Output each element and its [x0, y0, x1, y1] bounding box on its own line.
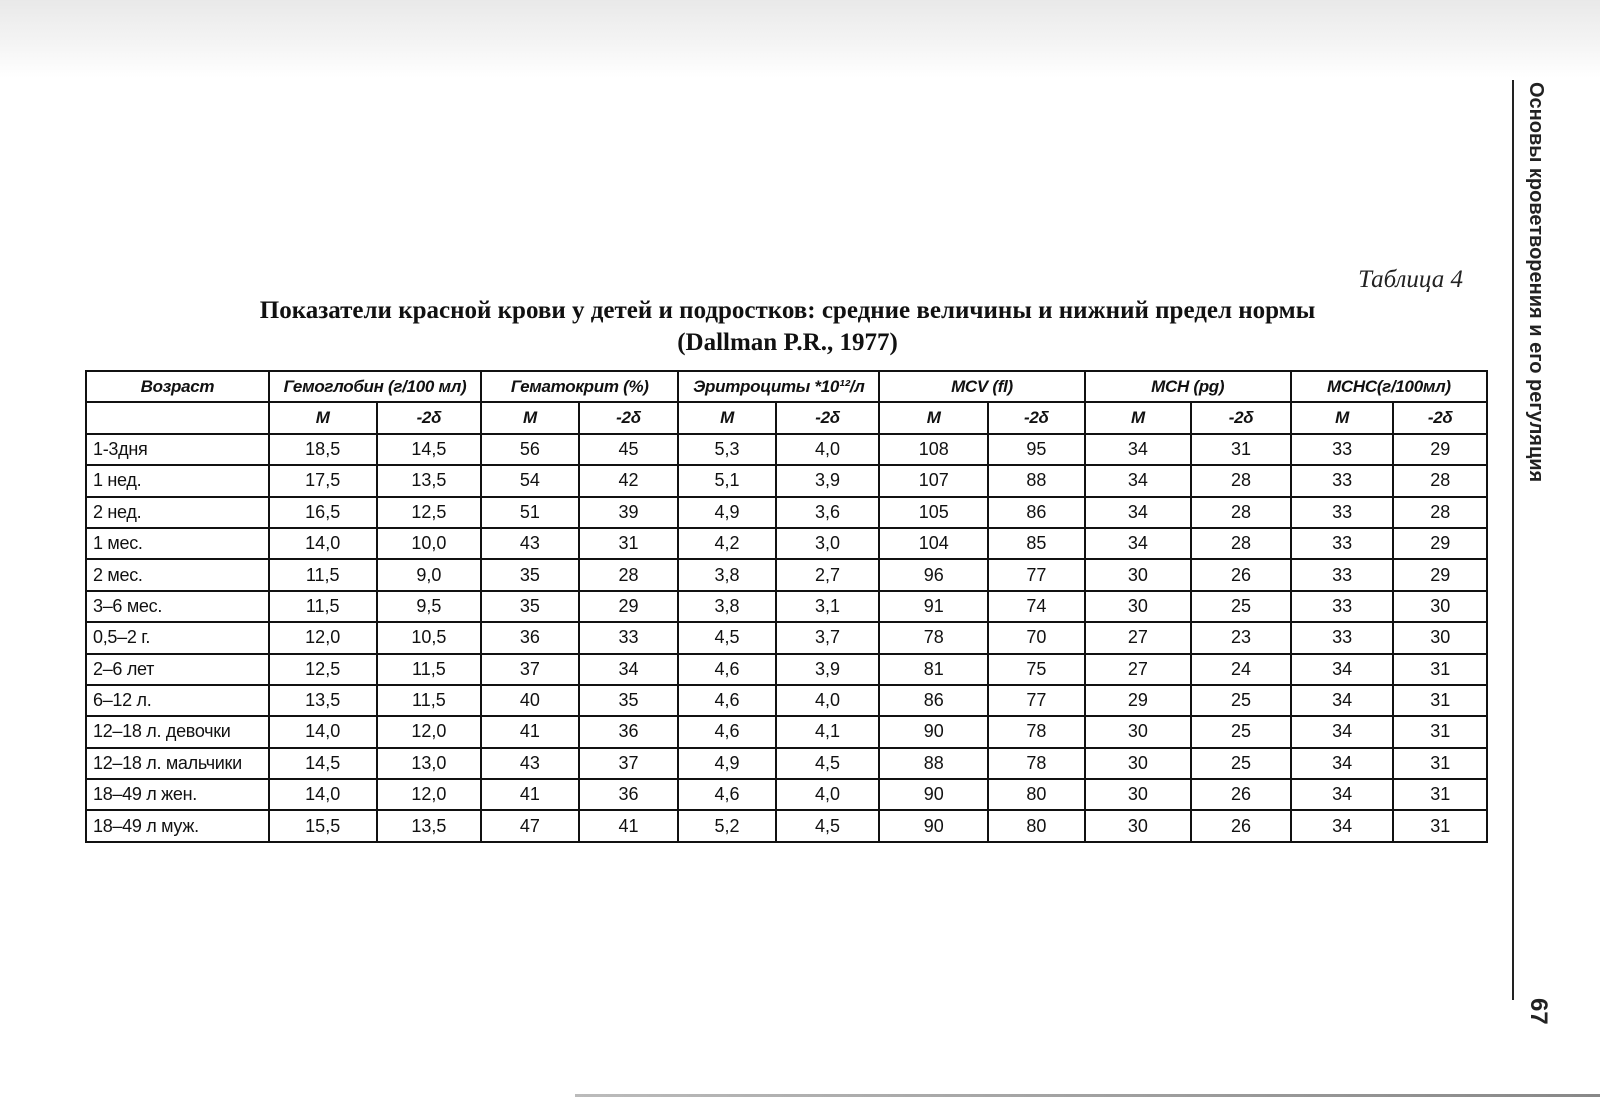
table-row	[86, 685, 1487, 716]
table-row	[86, 748, 1487, 779]
value-cell: 30	[1085, 559, 1192, 590]
value-cell: 15,5	[269, 810, 377, 841]
value-cell: 4,5	[776, 748, 880, 779]
value-cell: 3,9	[776, 465, 880, 496]
header-erythrocytes: Эритроциты *10¹²/л	[678, 371, 879, 402]
value-cell: 30	[1085, 591, 1192, 622]
value-cell: 4,9	[678, 497, 776, 528]
value-cell: 30	[1085, 779, 1192, 810]
age-cell: 0,5–2 г.	[86, 622, 269, 653]
value-cell: 41	[481, 716, 579, 747]
value-cell: 3,0	[776, 528, 880, 559]
value-cell: 29	[1393, 434, 1487, 465]
value-cell: 74	[988, 591, 1085, 622]
value-cell: 3,8	[678, 591, 776, 622]
value-cell: 11,5	[269, 559, 377, 590]
value-cell: 4,6	[678, 716, 776, 747]
value-cell: 33	[1291, 591, 1394, 622]
value-cell: 11,5	[377, 654, 482, 685]
value-cell: 13,5	[377, 810, 482, 841]
value-cell: 31	[1393, 716, 1487, 747]
value-cell: 25	[1191, 748, 1291, 779]
value-cell: 13,5	[377, 465, 482, 496]
value-cell: 28	[1191, 465, 1291, 496]
value-cell: 86	[988, 497, 1085, 528]
value-cell: 34	[1291, 810, 1394, 841]
value-cell: 34	[1291, 779, 1394, 810]
value-cell: 47	[481, 810, 579, 841]
header-sub-mean: M	[481, 402, 579, 433]
value-cell: 34	[1291, 685, 1394, 716]
value-cell: 70	[988, 622, 1085, 653]
value-cell: 34	[1291, 748, 1394, 779]
age-cell: 3–6 мес.	[86, 591, 269, 622]
value-cell: 37	[579, 748, 679, 779]
table-row	[86, 559, 1487, 590]
value-cell: 28	[1393, 465, 1487, 496]
value-cell: 35	[481, 591, 579, 622]
age-cell: 6–12 л.	[86, 685, 269, 716]
value-cell: 27	[1085, 622, 1192, 653]
header-mcv: MCV (fl)	[879, 371, 1084, 402]
value-cell: 90	[879, 810, 988, 841]
value-cell: 78	[988, 716, 1085, 747]
age-cell: 18–49 л жен.	[86, 779, 269, 810]
value-cell: 31	[1393, 748, 1487, 779]
header-sub-mean: M	[269, 402, 377, 433]
value-cell: 13,0	[377, 748, 482, 779]
value-cell: 90	[879, 779, 988, 810]
value-cell: 96	[879, 559, 988, 590]
value-cell: 4,6	[678, 654, 776, 685]
value-cell: 4,5	[678, 622, 776, 653]
age-cell: 2 нед.	[86, 497, 269, 528]
header-sub-lower: -2δ	[1393, 402, 1487, 433]
value-cell: 9,5	[377, 591, 482, 622]
value-cell: 4,5	[776, 810, 880, 841]
value-cell: 95	[988, 434, 1085, 465]
value-cell: 27	[1085, 654, 1192, 685]
value-cell: 3,9	[776, 654, 880, 685]
value-cell: 30	[1085, 716, 1192, 747]
table-row	[86, 497, 1487, 528]
value-cell: 36	[579, 779, 679, 810]
value-cell: 43	[481, 748, 579, 779]
age-cell: 12–18 л. мальчики	[86, 748, 269, 779]
age-cell: 1 мес.	[86, 528, 269, 559]
value-cell: 90	[879, 716, 988, 747]
header-row-sub	[86, 402, 1487, 433]
value-cell: 41	[481, 779, 579, 810]
value-cell: 30	[1085, 810, 1192, 841]
header-mch: MCH (pg)	[1085, 371, 1291, 402]
value-cell: 28	[579, 559, 679, 590]
value-cell: 17,5	[269, 465, 377, 496]
table-row	[86, 779, 1487, 810]
header-sub-mean: M	[879, 402, 988, 433]
value-cell: 40	[481, 685, 579, 716]
value-cell: 39	[579, 497, 679, 528]
value-cell: 78	[988, 748, 1085, 779]
value-cell: 34	[1085, 497, 1192, 528]
header-hemoglobin: Гемоглобин (г/100 мл)	[269, 371, 481, 402]
age-cell: 1-3дня	[86, 434, 269, 465]
value-cell: 29	[1393, 559, 1487, 590]
table-row	[86, 434, 1487, 465]
value-cell: 25	[1191, 685, 1291, 716]
value-cell: 34	[1085, 528, 1192, 559]
header-sub-lower: -2δ	[377, 402, 482, 433]
value-cell: 18,5	[269, 434, 377, 465]
header-sub-lower: -2δ	[776, 402, 880, 433]
value-cell: 29	[579, 591, 679, 622]
value-cell: 3,6	[776, 497, 880, 528]
value-cell: 5,2	[678, 810, 776, 841]
value-cell: 13,5	[269, 685, 377, 716]
value-cell: 77	[988, 685, 1085, 716]
value-cell: 41	[579, 810, 679, 841]
value-cell: 33	[1291, 528, 1394, 559]
value-cell: 34	[1291, 716, 1394, 747]
header-sub-mean: M	[678, 402, 776, 433]
value-cell: 30	[1393, 591, 1487, 622]
header-age: Возраст	[86, 371, 269, 402]
value-cell: 33	[1291, 434, 1394, 465]
value-cell: 28	[1393, 497, 1487, 528]
value-cell: 12,5	[269, 654, 377, 685]
value-cell: 51	[481, 497, 579, 528]
value-cell: 34	[1291, 654, 1394, 685]
value-cell: 30	[1085, 748, 1192, 779]
table-row	[86, 622, 1487, 653]
table-row	[86, 465, 1487, 496]
value-cell: 24	[1191, 654, 1291, 685]
value-cell: 12,5	[377, 497, 482, 528]
value-cell: 29	[1085, 685, 1192, 716]
value-cell: 88	[988, 465, 1085, 496]
value-cell: 54	[481, 465, 579, 496]
header-empty	[86, 402, 269, 433]
value-cell: 34	[1085, 465, 1192, 496]
value-cell: 75	[988, 654, 1085, 685]
age-cell: 18–49 л муж.	[86, 810, 269, 841]
value-cell: 105	[879, 497, 988, 528]
header-hematocrit: Гематокрит (%)	[481, 371, 678, 402]
value-cell: 33	[1291, 465, 1394, 496]
value-cell: 81	[879, 654, 988, 685]
value-cell: 3,7	[776, 622, 880, 653]
value-cell: 36	[579, 716, 679, 747]
value-cell: 56	[481, 434, 579, 465]
header-sub-lower: -2δ	[579, 402, 679, 433]
value-cell: 14,5	[269, 748, 377, 779]
value-cell: 14,5	[377, 434, 482, 465]
value-cell: 77	[988, 559, 1085, 590]
value-cell: 80	[988, 779, 1085, 810]
value-cell: 26	[1191, 810, 1291, 841]
header-sub-lower: -2δ	[1191, 402, 1291, 433]
value-cell: 12,0	[269, 622, 377, 653]
age-cell: 12–18 л. девочки	[86, 716, 269, 747]
value-cell: 29	[1393, 528, 1487, 559]
value-cell: 28	[1191, 528, 1291, 559]
value-cell: 31	[1393, 685, 1487, 716]
value-cell: 31	[1393, 779, 1487, 810]
table-title-source: (Dallman P.R., 1977)	[677, 329, 898, 356]
value-cell: 31	[579, 528, 679, 559]
value-cell: 14,0	[269, 779, 377, 810]
value-cell: 35	[579, 685, 679, 716]
value-cell: 4,0	[776, 434, 880, 465]
value-cell: 80	[988, 810, 1085, 841]
value-cell: 35	[481, 559, 579, 590]
header-row-groups	[86, 371, 1487, 402]
value-cell: 9,0	[377, 559, 482, 590]
age-cell: 1 нед.	[86, 465, 269, 496]
value-cell: 45	[579, 434, 679, 465]
value-cell: 12,0	[377, 716, 482, 747]
value-cell: 108	[879, 434, 988, 465]
table-number-label: Таблица 4	[1358, 266, 1463, 293]
value-cell: 31	[1393, 654, 1487, 685]
value-cell: 31	[1191, 434, 1291, 465]
value-cell: 3,1	[776, 591, 880, 622]
value-cell: 14,0	[269, 716, 377, 747]
table-title: Показатели красной крови у детей и подростков: средние величины и нижний предел нормы	[259, 297, 1316, 324]
age-cell: 2–6 лет	[86, 654, 269, 685]
table-row	[86, 716, 1487, 747]
value-cell: 28	[1191, 497, 1291, 528]
value-cell: 23	[1191, 622, 1291, 653]
value-cell: 104	[879, 528, 988, 559]
value-cell: 25	[1191, 716, 1291, 747]
value-cell: 12,0	[377, 779, 482, 810]
blood-indices-table	[85, 370, 1488, 843]
value-cell: 5,3	[678, 434, 776, 465]
header-mchc: MCHC(г/100мл)	[1291, 371, 1487, 402]
value-cell: 34	[579, 654, 679, 685]
value-cell: 85	[988, 528, 1085, 559]
value-cell: 33	[1291, 497, 1394, 528]
value-cell: 14,0	[269, 528, 377, 559]
value-cell: 2,7	[776, 559, 880, 590]
value-cell: 88	[879, 748, 988, 779]
value-cell: 78	[879, 622, 988, 653]
value-cell: 26	[1191, 779, 1291, 810]
header-sub-mean: M	[1291, 402, 1394, 433]
header-sub-lower: -2δ	[988, 402, 1085, 433]
value-cell: 10,5	[377, 622, 482, 653]
value-cell: 30	[1393, 622, 1487, 653]
value-cell: 5,1	[678, 465, 776, 496]
value-cell: 4,0	[776, 779, 880, 810]
value-cell: 33	[579, 622, 679, 653]
value-cell: 34	[1085, 434, 1192, 465]
value-cell: 4,1	[776, 716, 880, 747]
value-cell: 4,0	[776, 685, 880, 716]
value-cell: 4,6	[678, 685, 776, 716]
value-cell: 43	[481, 528, 579, 559]
page-number: 67	[1525, 998, 1552, 1025]
value-cell: 16,5	[269, 497, 377, 528]
table-row	[86, 654, 1487, 685]
value-cell: 4,9	[678, 748, 776, 779]
value-cell: 26	[1191, 559, 1291, 590]
value-cell: 4,6	[678, 779, 776, 810]
table-row	[86, 528, 1487, 559]
value-cell: 4,2	[678, 528, 776, 559]
value-cell: 11,5	[377, 685, 482, 716]
value-cell: 33	[1291, 559, 1394, 590]
value-cell: 42	[579, 465, 679, 496]
table-row	[86, 810, 1487, 841]
value-cell: 86	[879, 685, 988, 716]
value-cell: 25	[1191, 591, 1291, 622]
bottom-rule	[575, 1094, 1600, 1097]
table-body	[86, 434, 1487, 842]
value-cell: 36	[481, 622, 579, 653]
value-cell: 10,0	[377, 528, 482, 559]
value-cell: 31	[1393, 810, 1487, 841]
value-cell: 37	[481, 654, 579, 685]
table-row	[86, 591, 1487, 622]
running-header: Основы кроветворения и его регуляция	[1525, 82, 1547, 483]
value-cell: 3,8	[678, 559, 776, 590]
scan-shadow	[0, 0, 1600, 78]
value-cell: 11,5	[269, 591, 377, 622]
age-cell: 2 мес.	[86, 559, 269, 590]
header-sub-mean: M	[1085, 402, 1192, 433]
margin-rule	[1512, 80, 1514, 1000]
value-cell: 91	[879, 591, 988, 622]
value-cell: 33	[1291, 622, 1394, 653]
value-cell: 107	[879, 465, 988, 496]
